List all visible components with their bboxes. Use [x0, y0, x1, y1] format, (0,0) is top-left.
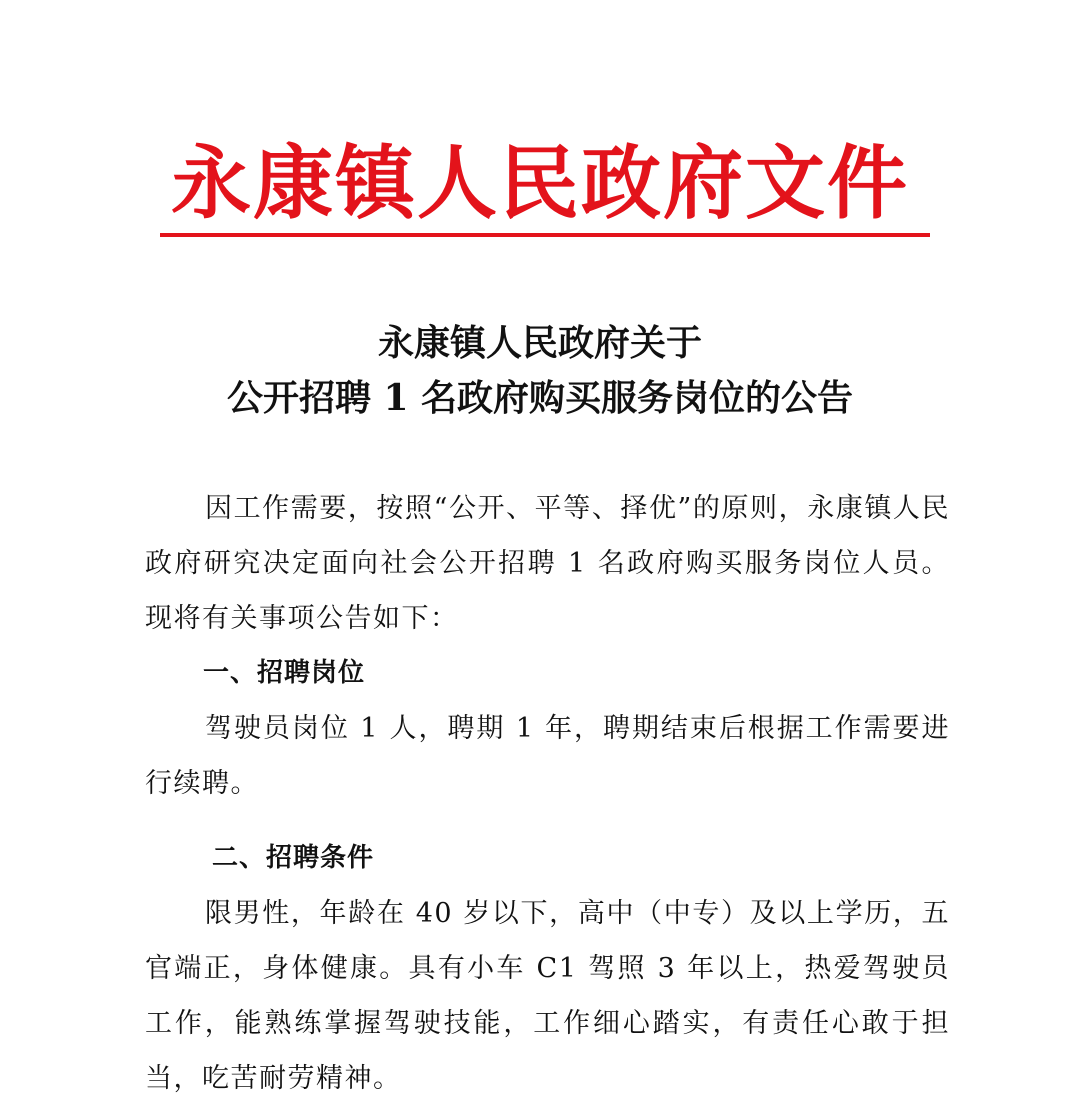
document-body [145, 481, 950, 1106]
section-heading-positions: 一、招聘岗位 [203, 658, 366, 688]
intro-paragraph: 因工作需要，按照“公开、平等、择优”的原则，永康镇人民政府研究决定面向社会公开招聘 1 名政府购买服务岗位人员。现将有关事项公告如下： [145, 493, 950, 634]
document-title-line-1: 永康镇人民政府关于 [377, 322, 702, 364]
masthead-red-rule [160, 233, 930, 237]
section-paragraph-positions: 驾驶员岗位 1 人，聘期 1 年，聘期结束后根据工作需要进行续聘。 [145, 713, 950, 799]
section-heading-requirements: 二、招聘条件 [212, 843, 375, 873]
masthead-title: 永康镇人民政府文件 [171, 136, 909, 230]
section-spacer [145, 811, 950, 831]
section-paragraph-requirements: 限男性，年龄在 40 岁以下，高中（中专）及以上学历，五官端正，身体健康。具有小车 C1 驾照 3 年以上，热爱驾驶员工作，能熟练掌握驾驶技能，工作细心踏实，有责任心敢于担当，吃苦耐劳精神。 [145, 898, 950, 1094]
document-title-line-2: 公开招聘 1 名政府购买服务岗位的公告 [226, 377, 854, 419]
